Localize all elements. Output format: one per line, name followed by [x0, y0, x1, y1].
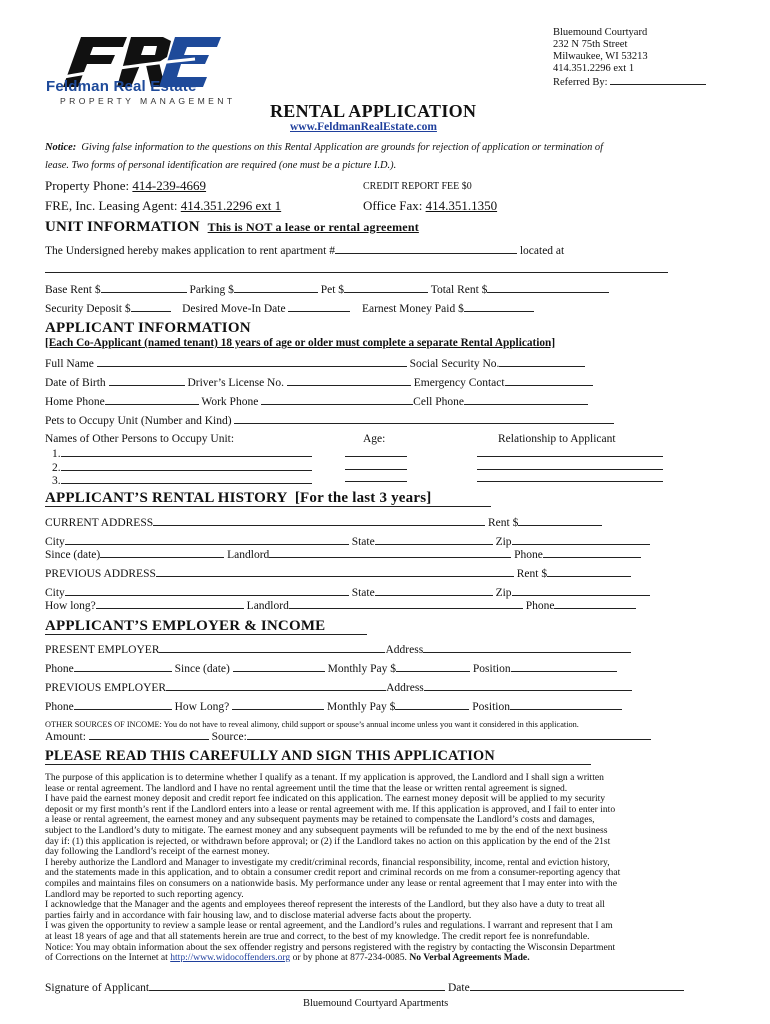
current-zip-field[interactable]: [512, 535, 650, 545]
registry-link[interactable]: http://www.widocoffenders.org: [170, 952, 291, 964]
company-name: Feldman Real Estate: [46, 78, 197, 95]
address-line-4: 414.351.2296 ext 1: [553, 63, 635, 74]
work-phone-field[interactable]: [261, 395, 413, 405]
security-deposit-field[interactable]: [131, 302, 171, 312]
occupant-row: 2.: [52, 461, 312, 475]
property-phone: Property Phone: 414-239-4669: [45, 178, 207, 193]
signature-row: Signature of Applicant Date: [45, 981, 684, 995]
previous-city-row: City State Zip: [45, 586, 650, 600]
footer: Bluemound Courtyard Apartments: [303, 998, 449, 1009]
previous-employer-address-field[interactable]: [424, 681, 632, 691]
apartment-row: The Undersigned hereby makes application to rent apartment # located at: [45, 245, 565, 257]
present-monthly-pay-field[interactable]: [396, 662, 470, 672]
leasing-agent: FRE, Inc. Leasing Agent: 414.351.2296 ext 1: [45, 198, 282, 213]
employer-heading: APPLICANT’S EMPLOYER & INCOME: [45, 618, 326, 634]
occupant-relationship-field[interactable]: [477, 447, 663, 457]
agreement-heading: PLEASE READ THIS CAREFULLY AND SIGN THIS APPLICATION: [45, 748, 495, 764]
apartment-number-field[interactable]: [335, 244, 517, 254]
current-since-field[interactable]: [100, 548, 224, 558]
other-income-amount-field[interactable]: [89, 730, 209, 740]
website-link[interactable]: www.FeldmanRealEstate.com: [290, 121, 437, 133]
current-city-field[interactable]: [65, 535, 349, 545]
emergency-contact-field[interactable]: [505, 376, 593, 386]
pets-row: Pets to Occupy Unit (Number and Kind): [45, 414, 614, 428]
unit-heading: UNIT INFORMATION This is NOT a lease or rental agreement: [45, 219, 419, 235]
notice-line-2: lease. Two forms of personal identification are required (one must be a picture I.D.).: [45, 160, 397, 171]
credit-fee: CREDIT REPORT FEE $0: [363, 181, 472, 192]
occupant-row: 1.: [52, 447, 312, 461]
relationship-fields: [477, 447, 663, 485]
notice-line-1: Notice: Giving false information to the questions on this Rental Application are grounds for rejection of application or termination of: [45, 142, 603, 153]
previous-employer-row: PREVIOUS EMPLOYER Address: [45, 681, 632, 695]
earnest-money-field[interactable]: [464, 302, 534, 312]
agreement-heading-underline: [45, 764, 591, 765]
form-title: RENTAL APPLICATION: [270, 101, 477, 121]
rent-row: Base Rent $ Parking $ Pet $ Total Rent $: [45, 283, 609, 297]
history-heading: APPLICANT’S RENTAL HISTORY [For the last 3 years]: [45, 490, 432, 506]
occupant-name-field[interactable]: [61, 474, 312, 484]
occupant-relationship-field[interactable]: [477, 460, 663, 470]
previous-how-long-field[interactable]: [96, 599, 244, 609]
pets-field[interactable]: [234, 414, 614, 424]
current-city-row: City State Zip: [45, 535, 650, 549]
previous-employer-details-row: Phone How Long? Monthly Pay $ Position: [45, 700, 622, 714]
occupant-rows: [52, 447, 312, 488]
current-address-row: CURRENT ADDRESS Rent $: [45, 516, 602, 530]
occupant-age-field[interactable]: [345, 460, 407, 470]
other-income-source-field[interactable]: [247, 730, 651, 740]
applicant-heading: APPLICANT INFORMATION: [45, 320, 251, 336]
present-employer-address-field[interactable]: [423, 643, 631, 653]
office-fax: Office Fax: 414.351.1350: [363, 198, 498, 213]
previous-address-row: PREVIOUS ADDRESS Rent $: [45, 567, 631, 581]
present-employer-details-row: Phone Since (date) Monthly Pay $ Position: [45, 662, 617, 676]
present-employer-phone-field[interactable]: [74, 662, 172, 672]
agreement-text: The purpose of this application is to determine whether I qualify as a tenant. If my application is approved, the Landlord and I shall sign a written lease or rental agreement. The landlord and I have no rental agreement until the time that the lease or written rental agreement is signed. I have paid the earnest money deposit and credit report fee indicated on this application. The earnest money deposit will be applied to my security deposit or my first month’s rent if the Landlord enters into a lease or rental agreement with me. If this application is approved, and I fail to enter into a lease or rental agreement, the earnest money and any subsequent payments may be retained to compensate the Landlord’s costs and damages, subject to the Landlord’s duty to mitigate. The earnest money and any subsequent payments will be refunded to me by the end of the next business day if: (1) this application is rejected, or withdrawn before approval; or (2) if the Landlord takes no action on this application by the end of the 21st day following the Landlord’s receipt of the earnest money. I hereby authorize the Landlord and Manager to investigate my credit/criminal records, financial responsibility, income, rental and eviction history, and the statements made in this application, and to obtain a consumer credit report and criminal records on me from a consumer-reporting agency that compiles and maintains files on consumers on a nationwide basis. My performance under any lease or rental agreement that I may enter into with the Landlord may be reported to such reporting agency. I acknowledge that the Manager and the agents and employees thereof represent the interests of the Landlord, but they also have a duty to treat all parties fairly and in accordance with fair housing law, and to disclose material adverse facts about the property. I was given the opportunity to review a sample lease or rental agreement, and the Landlord’s rules and regulations. I warrant and represent that I am at least 18 years of age and that all statements herein are true and correct, to the best of my knowledge. The credit report fee is nonrefundable. Notice: You may obtain information about the sex offender registry and persons registered with the registry by contacting the Wisconsin Department of Corrections on the Internet at http://www.widocoffenders.org or by phone at 877-234-0085. No Verbal Agreements Made.: [45, 772, 621, 964]
age-label: Age:: [363, 433, 386, 445]
previous-zip-field[interactable]: [512, 586, 650, 596]
company-address: [553, 27, 706, 89]
base-rent-field[interactable]: [101, 283, 187, 293]
age-fields: [345, 447, 407, 485]
total-rent-field[interactable]: [487, 283, 609, 293]
address-line-3: Milwaukee, WI 53213: [553, 51, 648, 62]
parking-field[interactable]: [234, 283, 318, 293]
occupant-relationship-field[interactable]: [477, 472, 663, 482]
move-in-field[interactable]: [288, 302, 350, 312]
dob-row: Date of Birth Driver’s License No. Emergency Contact: [45, 376, 593, 390]
previous-landlord-phone-field[interactable]: [554, 599, 636, 609]
previous-monthly-pay-field[interactable]: [395, 700, 469, 710]
current-rent-field[interactable]: [518, 516, 602, 526]
occupant-row: 3.: [52, 474, 312, 488]
ssn-field[interactable]: [499, 357, 585, 367]
current-address-field[interactable]: [153, 516, 485, 526]
location-field[interactable]: [45, 272, 668, 273]
current-landlord-phone-field[interactable]: [543, 548, 641, 558]
relationship-label: Relationship to Applicant: [498, 433, 616, 445]
full-name-field[interactable]: [97, 357, 407, 367]
occupant-name-field[interactable]: [61, 461, 312, 471]
company-tagline: PROPERTY MANAGEMENT: [60, 96, 236, 106]
previous-landlord-row: How long? Landlord Phone: [45, 599, 636, 613]
occupant-age-field[interactable]: [345, 472, 407, 482]
history-heading-underline: [45, 506, 491, 507]
previous-state-field[interactable]: [375, 586, 493, 596]
previous-employer-phone-field[interactable]: [74, 700, 172, 710]
home-phone-field[interactable]: [105, 395, 199, 405]
current-state-field[interactable]: [375, 535, 493, 545]
phone-row: Home Phone Work Phone Cell Phone: [45, 395, 588, 409]
current-landlord-field[interactable]: [269, 548, 511, 558]
current-landlord-row: Since (date) Landlord Phone: [45, 548, 641, 562]
previous-employer-field[interactable]: [166, 681, 386, 691]
pet-field[interactable]: [344, 283, 428, 293]
employer-heading-underline: [45, 634, 367, 635]
others-label: Names of Other Persons to Occupy Unit:: [45, 433, 235, 445]
present-since-field[interactable]: [233, 662, 325, 672]
previous-position-field[interactable]: [510, 700, 622, 710]
previous-city-field[interactable]: [65, 586, 349, 596]
occupant-age-field[interactable]: [345, 447, 407, 457]
agreement-last-line: of Corrections on the Internet at http://www.widocoffenders.org or by phone at 877-234-0085. No Verbal Agreements Made.: [45, 952, 530, 964]
deposit-row: Security Deposit $ Desired Move-In Date Earnest Money Paid $: [45, 302, 534, 316]
license-field[interactable]: [287, 376, 411, 386]
cell-phone-field[interactable]: [464, 395, 588, 405]
previous-rent-field[interactable]: [547, 567, 631, 577]
name-row: Full Name Social Security No.: [45, 357, 585, 371]
referred-by: Referred By:: [553, 75, 706, 89]
address-line-2: 232 N 75th Street: [553, 39, 628, 50]
previous-address-field[interactable]: [156, 567, 514, 577]
referred-by-line[interactable]: [610, 75, 706, 85]
other-income-row: Amount: Source:: [45, 730, 651, 744]
previous-how-long-field[interactable]: [232, 700, 324, 710]
previous-landlord-field[interactable]: [289, 599, 523, 609]
present-employer-field[interactable]: [159, 643, 385, 653]
occupant-name-field[interactable]: [61, 447, 312, 457]
dob-field[interactable]: [109, 376, 185, 386]
address-line-1: Bluemound Courtyard: [553, 27, 648, 38]
present-position-field[interactable]: [511, 662, 617, 672]
applicant-subheading: [Each Co-Applicant (named tenant) 18 years of age or older must complete a separate Rental Application]: [45, 337, 556, 349]
signature-field[interactable]: [149, 981, 445, 991]
signature-date-field[interactable]: [470, 981, 684, 991]
present-employer-row: PRESENT EMPLOYER Address: [45, 643, 631, 657]
other-income-note: OTHER SOURCES OF INCOME: You do not have to reveal alimony, child support or spouse’s annual income unless you want it considered in this application.: [45, 720, 579, 729]
